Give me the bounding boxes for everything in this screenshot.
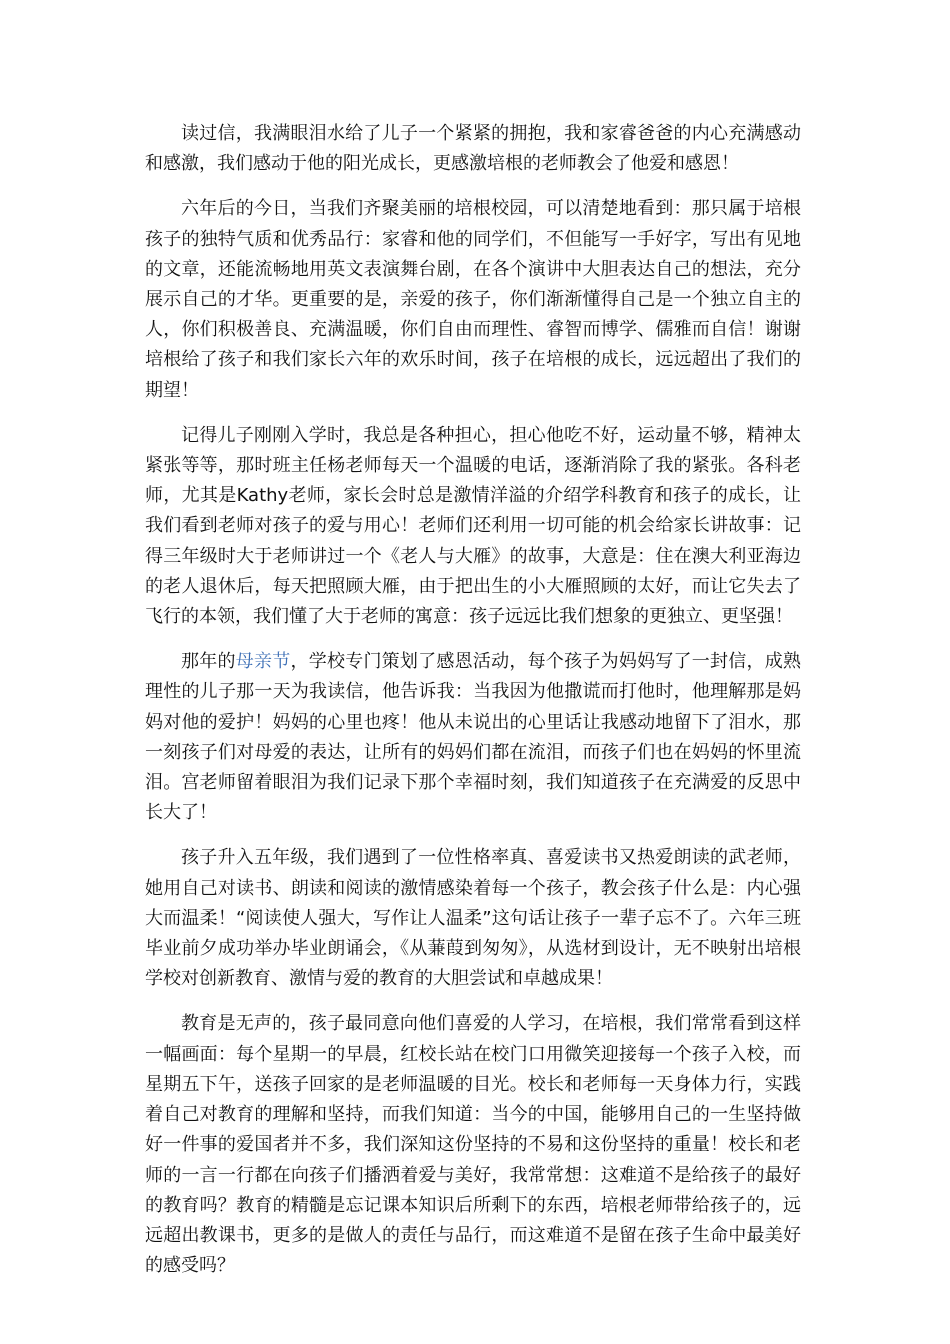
document-body xyxy=(145,119,801,1296)
paragraph-4-lead: 那年的 xyxy=(181,651,236,673)
paragraph-1: 读过信，我满眼泪水给了儿子一个紧紧的拥抱，我和家睿爸爸的内心充满感动和感激，我们感动于他的阳光成长，更感激培根的老师教会了他爱和感恩！ xyxy=(145,123,801,175)
mothers-day-link[interactable]: 母亲节 xyxy=(235,651,291,673)
paragraph-6: 教育是无声的，孩子最同意向他们喜爱的人学习，在培根，我们常常看到这样一幅画面：每个星期一的早晨，红校长站在校门口用微笑迎接每一个孩子入校，而星期五下午，送孩子回家的是老师温暖的目光。校长和老师每一天身体力行，实践着自己对教育的理解和坚持，而我们知道：当今的中国，能够用自己的一生坚持做好一件事的爱国者并不多，我们深知这份坚持的不易和这份坚持的重量！校长和老师的一言一行都在向孩子们播洒着爱与美好，我常常想：这难道不是给孩子的最好的教育吗？教育的精髓是忘记课本知识后所剩下的东西，培根老师带给孩子的，远远超出教课书，更多的是做人的责任与品行，而这难道不是留在孩子生命中最美好的感受吗？ xyxy=(145,1013,801,1277)
paragraph-4 xyxy=(145,647,801,828)
paragraph-3: 记得儿子刚刚入学时，我总是各种担心，担心他吃不好，运动量不够，精神太紧张等等，那时班主任杨老师每天一个温暖的电话，逐渐消除了我的紧张。各科老师，尤其是Kathy老师，家长会时总是激情洋溢的介绍学科教育和孩子的成长，让我们看到老师对孩子的爱与用心！老师们还利用一切可能的机会给家长讲故事：记得三年级时大于老师讲过一个《老人与大雁》的故事，大意是：住在澳大利亚海边的老人退休后，每天把照顾大雁，由于把出生的小大雁照顾的太好，而让它失去了飞行的本领，我们懂了大于老师的寓意：孩子远远比我们想象的更独立、更坚强！ xyxy=(145,424,801,628)
paragraph-5: 孩子升入五年级，我们遇到了一位性格率真、喜爱读书又热爱朗读的武老师，她用自己对读书、朗读和阅读的激情感染着每一个孩子，教会孩子什么是：内心强大而温柔！“阅读使人强大，写作让人温柔”这句话让孩子一辈子忘不了。六年三班毕业前夕成功举办毕业朗诵会，《从蒹葭到匆匆》，从选材到设计，无不映射出培根学校对创新教育、激情与爱的教育的大胆尝试和卓越成果！ xyxy=(145,847,801,990)
paragraph-2: 六年后的今日，当我们齐聚美丽的培根校园，可以清楚地看到：那只属于培根孩子的独特气质和优秀品行：家睿和他的同学们，不但能写一手好字，写出有见地的文章，还能流畅地用英文表演舞台剧，在各个演讲中大胆表达自己的想法，充分展示自己的才华。更重要的是，亲爱的孩子，你们渐渐懂得自己是一个独立自主的人，你们积极善良、充满温暖，你们自由而理性、睿智而博学、儒雅而自信！谢谢培根给了孩子和我们家长六年的欢乐时间，孩子在培根的成长，远远超出了我们的期望！ xyxy=(145,198,801,401)
paragraph-4-rest: ，学校专门策划了感恩活动，每个孩子为妈妈写了一封信，成熟理性的儿子那一天为我读信，他告诉我：当我因为他撒谎而打他时，他理解那是妈妈对他的爱护！妈妈的心里也疼！他从未说出的心里话让我感动地留下了泪水，那一刻孩子们对母爱的表达，让所有的妈妈们都在流泪，而孩子们也在妈妈的怀里流泪。宫老师留着眼泪为我们记录下那个幸福时刻，我们知道孩子在充满爱的反思中长大了！ xyxy=(145,651,802,824)
